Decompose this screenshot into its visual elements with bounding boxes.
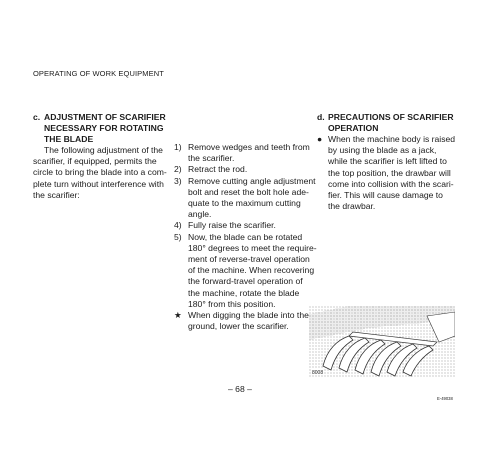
bullet-line: the top position, the drawbar will: [328, 167, 451, 178]
star-note: [174, 310, 322, 332]
step-item: [174, 142, 322, 164]
bullet-icon: ●: [317, 134, 323, 144]
section-c-intro: [33, 145, 183, 201]
step-line: Retract the rod.: [188, 164, 248, 175]
section-c-heading-line: THE BLADE: [44, 134, 94, 144]
page-header: OPERATING OF WORK EQUIPMENT: [33, 69, 164, 78]
step-line: the scarifier.: [188, 153, 235, 164]
step-line: Remove cutting angle adjustment: [188, 175, 316, 186]
bullet-line: When the machine body is raised: [328, 134, 456, 144]
section-d-heading-line: OPERATION: [328, 123, 379, 133]
intro-line: the scarifier:: [33, 189, 80, 200]
step-number: 3): [174, 175, 182, 186]
bullet-line: the drawbar.: [328, 201, 376, 212]
page-number: – 68 –: [228, 384, 252, 394]
section-c-intro-column: [33, 112, 183, 201]
figure-code: E-49038: [437, 396, 453, 401]
section-c-heading: [33, 112, 183, 145]
step-item: [174, 176, 322, 221]
step-number: 5): [174, 231, 182, 242]
step-line: of the machine. When recovering: [188, 265, 315, 276]
section-d-heading: [317, 112, 462, 134]
star-icon: ★: [174, 310, 182, 321]
note-line: When digging the blade into the: [188, 310, 309, 321]
step-line: angle.: [188, 209, 212, 220]
step-line: Fully raise the scarifier.: [188, 220, 276, 231]
adjustment-steps-list: [174, 142, 322, 310]
step-number: 4): [174, 220, 182, 231]
section-c-letter: c.: [33, 112, 41, 122]
section-d-column: [317, 112, 462, 212]
section-c-steps-column: [174, 142, 322, 332]
step-line: quate to the maximum cutting: [188, 198, 301, 209]
step-line: 180° degrees to meet the require-: [188, 242, 317, 253]
step-line: the machine, rotate the blade: [188, 287, 300, 298]
section-c-heading-line: ADJUSTMENT OF SCARIFIER: [44, 112, 166, 122]
section-d-letter: d.: [317, 112, 325, 122]
bullet-line: by using the blade as a jack,: [328, 145, 437, 156]
bullet-line: fier. This will cause damage to: [328, 190, 443, 201]
step-number: 1): [174, 142, 182, 152]
step-line: Remove wedges and teeth from: [188, 142, 310, 152]
intro-line: The following adjustment of the: [44, 145, 163, 155]
scarifier-illustration: [309, 306, 455, 377]
step-item: [174, 232, 322, 310]
bullet-line: while the scarifier is left lifted to: [328, 156, 447, 167]
section-c-heading-line: NECESSARY FOR ROTATING: [44, 123, 164, 133]
step-line: Now, the blade can be rotated: [188, 231, 303, 242]
intro-line: circle to bring the blade into a com-: [33, 167, 167, 178]
note-line: ground, lower the scarifier.: [188, 321, 289, 332]
step-line: 180° from this position.: [188, 298, 276, 309]
step-item: [174, 164, 322, 175]
step-item: [174, 220, 322, 231]
step-line: the forward-travel operation of: [188, 276, 303, 287]
figure-label: 8008: [312, 370, 324, 376]
intro-line: plete turn without interference with: [33, 178, 164, 189]
section-d-heading-line: PRECAUTIONS OF SCARIFIER: [328, 112, 454, 122]
bullet-line: come into collision with the scari-: [328, 178, 454, 189]
step-line: ment of reverse-travel operation: [188, 254, 310, 265]
precaution-bullet: [317, 134, 462, 212]
step-line: bolt and reset the bolt hole ade-: [188, 186, 309, 197]
step-number: 2): [174, 164, 182, 175]
intro-line: scarifier, if equipped, permits the: [33, 156, 157, 167]
